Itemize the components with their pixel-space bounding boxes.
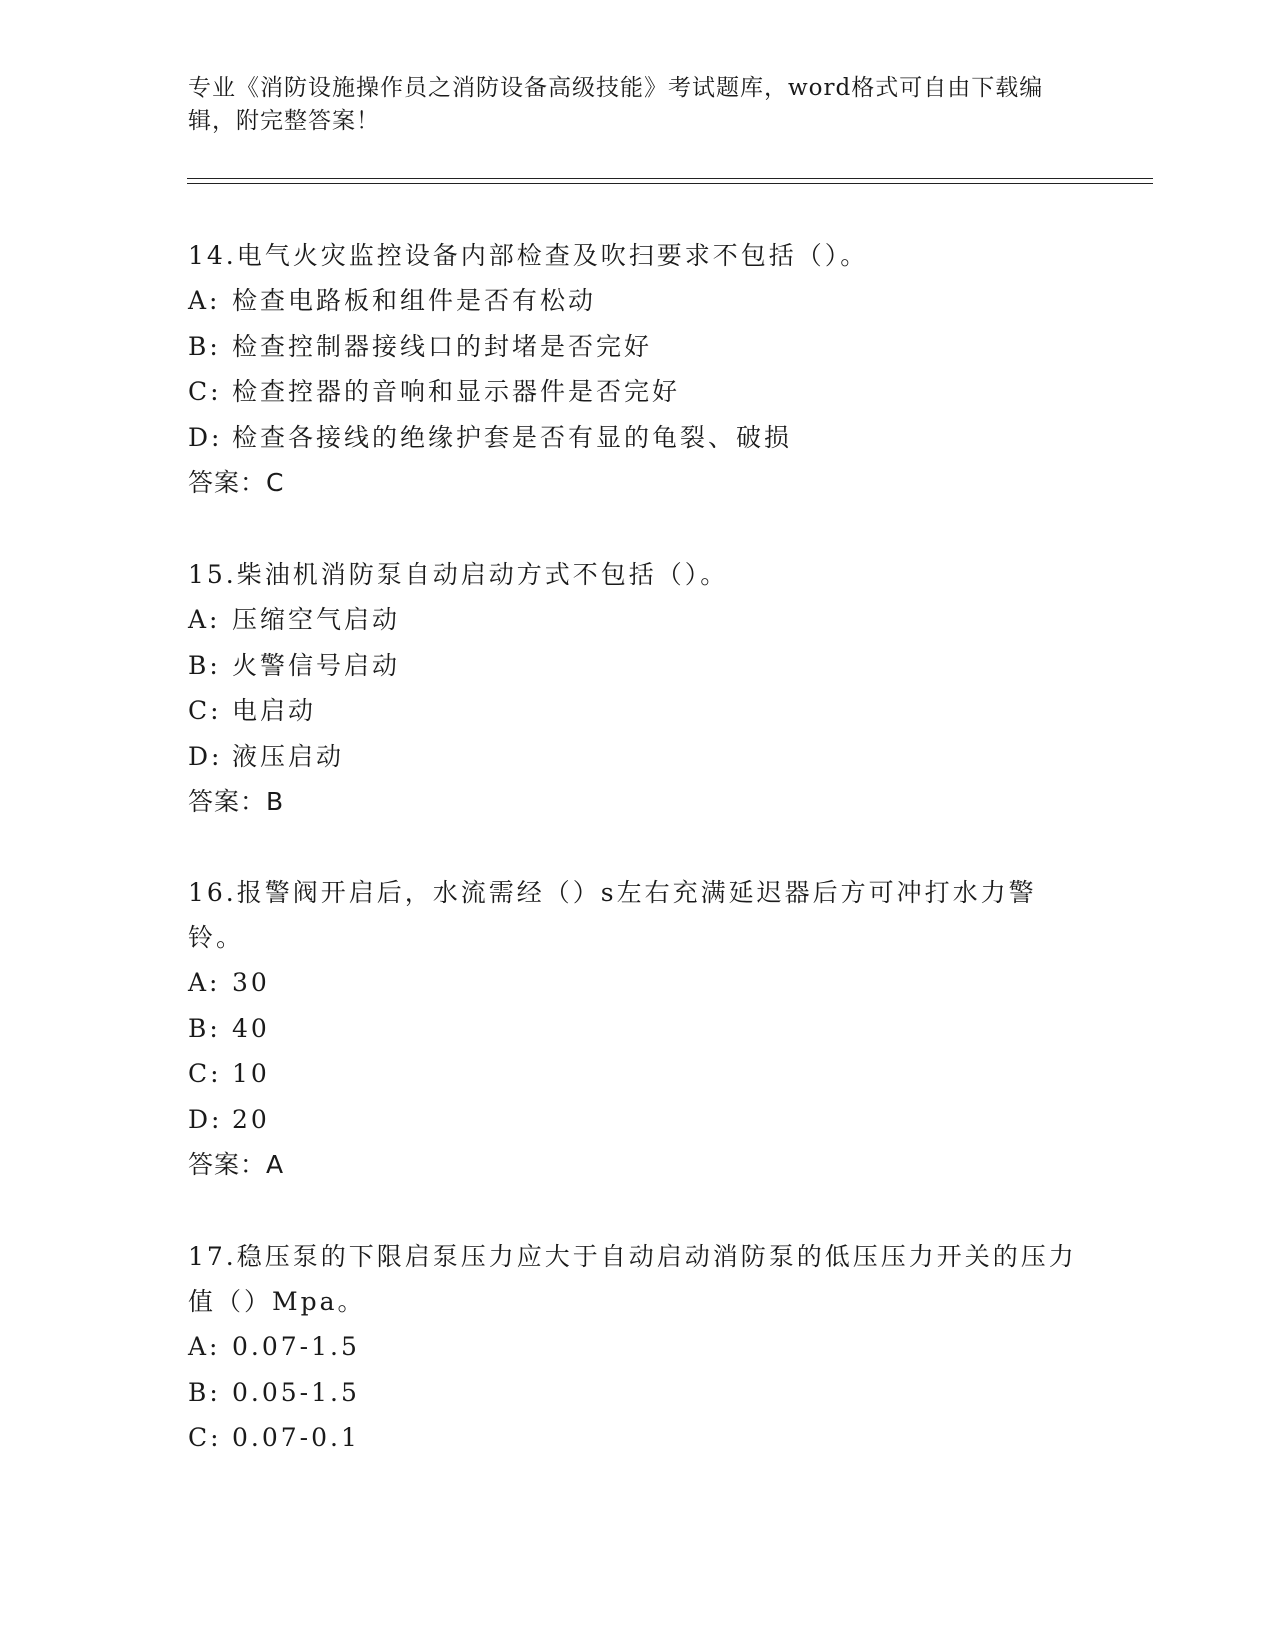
question-text: 17.稳压泵的下限启泵压力应大于自动启动消防泵的低压压力开关的压力值（）Mpa。 bbox=[188, 1242, 1077, 1316]
answer: 答案：B bbox=[188, 787, 285, 816]
question-text: 16.报警阀开启后，水流需经（）s左右充满延迟器后方可冲打水力警铃。 bbox=[188, 878, 1037, 952]
option-letter: D: bbox=[188, 741, 223, 771]
option-text: 电启动 bbox=[232, 696, 317, 725]
option-letter: B: bbox=[188, 331, 221, 361]
answer: 答案：A bbox=[188, 1150, 285, 1179]
option-text: 40 bbox=[232, 1013, 270, 1043]
option-text: 火警信号启动 bbox=[232, 650, 401, 680]
option-letter: C: bbox=[188, 696, 222, 725]
option-letter: A: bbox=[188, 286, 221, 315]
option-text: 0.05-1.5 bbox=[232, 1377, 360, 1407]
option-text: 10 bbox=[232, 1059, 270, 1088]
option-text: 压缩空气启动 bbox=[232, 605, 401, 634]
option-d bbox=[188, 1097, 1088, 1143]
option-letter: C: bbox=[188, 1059, 222, 1088]
option-b bbox=[188, 1006, 1088, 1052]
option-c bbox=[188, 369, 1088, 415]
option-d bbox=[188, 415, 1088, 461]
question-17 bbox=[188, 1234, 1088, 1461]
option-text: 检查控制器接线口的封堵是否完好 bbox=[232, 331, 653, 361]
option-letter: B: bbox=[188, 650, 221, 680]
option-letter: A: bbox=[188, 1332, 221, 1361]
question-text: 15.柴油机消防泵自动启动方式不包括（）。 bbox=[188, 560, 729, 589]
document-header: 专业《消防设施操作员之消防设备高级技能》考试题库，word格式可自由下载编辑，附完整答案！ bbox=[188, 75, 1044, 134]
option-text: 0.07-1.5 bbox=[232, 1332, 360, 1361]
question-text: 14.电气火灾监控设备内部检查及吹扫要求不包括（）。 bbox=[188, 241, 869, 270]
option-b bbox=[188, 643, 1088, 689]
option-letter: D: bbox=[188, 422, 223, 452]
option-text: 检查控器的音响和显示器件是否完好 bbox=[232, 377, 681, 406]
option-letter: B: bbox=[188, 1013, 221, 1043]
answer: 答案：C bbox=[188, 468, 285, 497]
option-letter: A: bbox=[188, 968, 221, 997]
option-a bbox=[188, 960, 1088, 1006]
option-text: 20 bbox=[232, 1104, 270, 1134]
question-14 bbox=[188, 233, 1088, 506]
option-a bbox=[188, 278, 1088, 324]
option-b bbox=[188, 324, 1088, 370]
option-text: 液压启动 bbox=[232, 741, 345, 771]
option-c bbox=[188, 688, 1088, 734]
option-c bbox=[188, 1415, 1088, 1461]
option-letter: B: bbox=[188, 1377, 221, 1407]
header-divider-bottom bbox=[187, 183, 1153, 184]
option-d bbox=[188, 734, 1088, 780]
option-c bbox=[188, 1051, 1088, 1097]
header-divider-top bbox=[187, 178, 1153, 179]
option-b bbox=[188, 1370, 1088, 1416]
option-text: 0.07-0.1 bbox=[232, 1423, 360, 1452]
option-letter: C: bbox=[188, 1423, 222, 1452]
option-letter: A: bbox=[188, 605, 221, 634]
option-text: 检查各接线的绝缘护套是否有显的龟裂、破损 bbox=[232, 422, 793, 452]
option-text: 检查电路板和组件是否有松动 bbox=[232, 286, 597, 315]
option-text: 30 bbox=[232, 968, 270, 997]
option-letter: C: bbox=[188, 377, 222, 406]
option-a bbox=[188, 597, 1088, 643]
option-a bbox=[188, 1324, 1088, 1370]
question-16 bbox=[188, 870, 1088, 1188]
option-letter: D: bbox=[188, 1104, 223, 1134]
question-15 bbox=[188, 552, 1088, 825]
